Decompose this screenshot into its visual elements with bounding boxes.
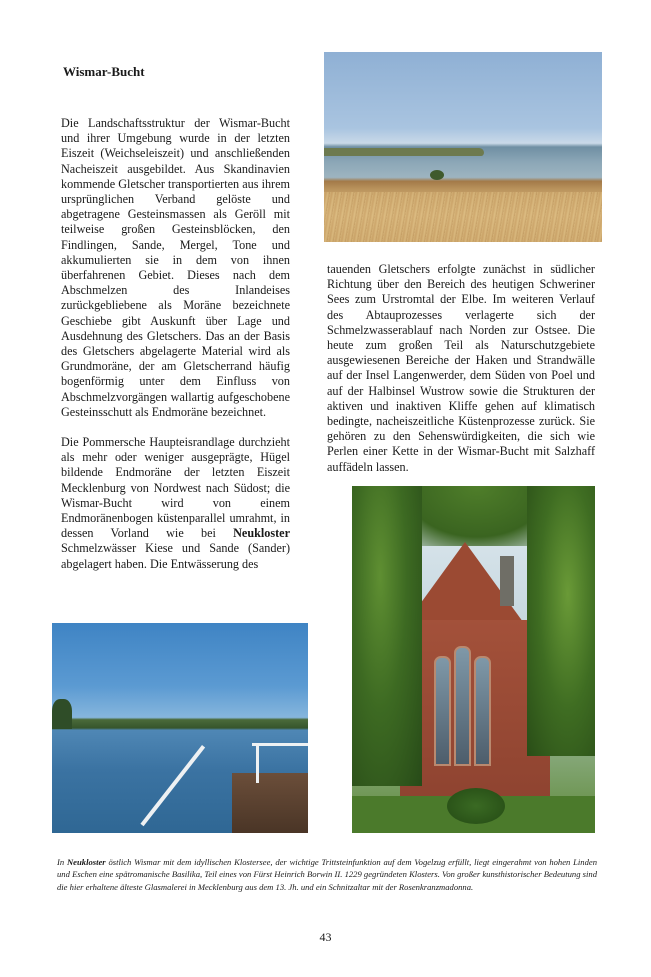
left-text-column	[61, 116, 290, 572]
caption-place-name: Neukloster	[66, 857, 106, 867]
bush	[447, 788, 505, 824]
jetty-railing	[140, 745, 205, 826]
page-number: 43	[319, 930, 332, 944]
photo-brick-church	[352, 486, 595, 833]
paragraph-meltwater: tauenden Gletschers erfolgte zunächst in südlicher Richtung über den Bereich des heutigen Schweriner Sees zum Urstromtal der Elbe. Im weiteren Verlauf des Abtauprozesses verlagerte sich der Schmelzwasserablauf nach Norden zur Ostsee. Die heute zum großen Teil als Naturschutzgebiete ausgewiesenen Bereiche der Haken und Strandwälle auf der Insel Langenwerder, dem Süden von Poel und auf der Halbinsel Wustrow sowie die Strukturen der aktiven und inaktiven Kliffe gehen auf klimatisch bedingte, nacheiszeitliche Küstenprozesse zurück. Sie gehören zu den Sehenswürdigkeiten, die sich wie Perlen einer Kette in der Wismar-Bucht mit Salzhaff auffädeln lassen.	[327, 262, 595, 474]
distant-land	[324, 148, 484, 156]
jetty-railing	[256, 743, 259, 783]
wooden-jetty	[232, 773, 308, 833]
caption-prefix: In	[57, 857, 65, 867]
church-window	[434, 656, 451, 766]
paragraph-text: Die Pommersche Haupteisrandlage durchzieht als mehr oder weniger ausgeprägte, Hügel bildende Endmoräne der letzten Eiszeit Mecklenburg von Nordwest nach Südost; die Wismar-Bucht wird von einem Endmoränenbogen küstenparallel umrahmt, in dessen Vorland wie bei	[61, 435, 290, 541]
photo-bay-landscape	[324, 52, 602, 242]
caption-text: östlich Wismar mit dem idyllischen Klostersee, der wichtige Trittsteinfunktion auf dem Vogelzug erfüllt, liegt eingerahmt von hohen Linden und Eschen eine spätromanische Basilika, Teil eines von Fürst Heinrich Borwin II. 1229 gegründeten Klosters. Von großer kunsthistorischer Bedeutung sind die hier erhaltene älteste Glasmalerei in Mecklenburg aus dem 13. Jh. und ein Schnitzaltar mit der Rosenkranzmadonna.	[57, 857, 597, 892]
church-turret	[500, 556, 514, 606]
wheat-field	[324, 192, 602, 242]
church-window	[474, 656, 491, 766]
photo-caption	[57, 856, 597, 893]
right-text-column	[327, 262, 595, 475]
place-name-neukloster: Neukloster	[233, 526, 290, 541]
section-heading: Wismar-Bucht	[63, 64, 145, 79]
photo-lake-jetty	[52, 623, 308, 833]
tree-left	[352, 486, 422, 786]
paragraph-text: Schmelzwässer Kiese und Sande (Sander) abgelagert haben. Die Entwässerung des	[61, 541, 290, 571]
shore-trees	[52, 699, 72, 729]
paragraph-pomeranian-stage	[61, 435, 290, 572]
paragraph-glacial-landscape: Die Landschaftsstruktur der Wismar-Bucht und ihrer Umgebung wurde in der letzten Eiszeit (Weichseleiszeit) und anschließenden Nacheiszeit ausgebildet. Aus Skandinavien kommende Gletscher transportierten aus ihrem ursprünglichen Verband gelöste und abgetragene Gesteinsmassen als Geröll mit teilweise großen Gesteinsblöcken, den Findlingen, Sande, Mergel, Tone und akkumulierten sie in dem von ihnen überfahrenen Gebiet. Dieses nach dem Abschmelzen des Inlandeises zurückgebliebene als Moräne bezeichnete Geschiebe gibt Auskunft über Lage und Ausdehnung des Gletschers. Das an der Basis des Gletschers abgelagerte Material wird als Grundmoräne, der am Gletscherrand häufig bogenförmig unter dem Einfluss von Abschmelzvorgängen wallartig aufgeschobene Gesteinsschutt als Endmoräne bezeichnet.	[61, 116, 290, 419]
lone-tree	[430, 170, 444, 180]
jetty-railing	[252, 743, 308, 746]
church-window	[454, 646, 471, 766]
tree-right	[527, 486, 595, 756]
